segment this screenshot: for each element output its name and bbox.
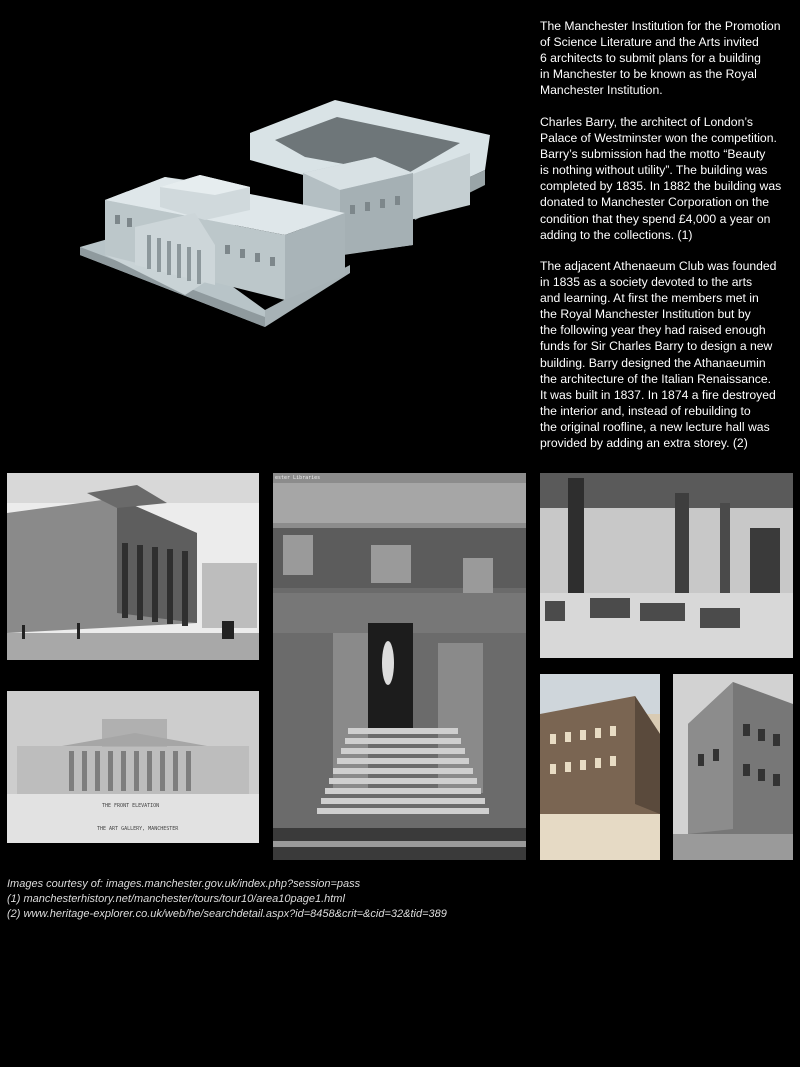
text-line: funds for Sir Charles Barry to design a new	[540, 339, 773, 354]
text-line: The adjacent Athenaeum Club was founded	[540, 259, 777, 273]
credits-line: Images courtesy of: images.manchester.gov.uk/index.php?session=pass	[7, 878, 361, 890]
text-line: the Royal Manchester Institution but by	[540, 307, 751, 322]
athenaeum-photo	[673, 674, 793, 860]
text-line: adding to the collections. (1)	[540, 227, 693, 242]
barry-paragraph	[540, 114, 792, 243]
text-line: is nothing without utility”. The building was	[540, 163, 768, 178]
text-line: the interior and, instead of rebuilding to	[540, 403, 751, 418]
text-line: Palace of Westminster won the competition.	[540, 131, 777, 146]
drawing-caption-top: THE FRONT ELEVATION	[102, 803, 160, 809]
engraving-photo	[7, 473, 259, 660]
text-line: the architecture of the Italian Renaissance.	[540, 371, 772, 386]
staircase-photo	[273, 473, 526, 860]
text-line: of Science Literature and the Arts invited	[540, 35, 759, 50]
image-credits	[7, 877, 447, 922]
dining-hall-photo	[540, 473, 793, 658]
text-line: in Manchester to be known as the Royal	[540, 67, 757, 82]
text-line: provided by adding an extra storey. (2)	[540, 436, 748, 451]
text-line: 6 architects to submit plans for a building	[540, 51, 761, 66]
text-line: the original roofline, a new lecture hall was	[540, 419, 770, 434]
text-line: building. Barry designed the Athanaeumin	[540, 355, 766, 370]
credits-line: (1) manchesterhistory.net/manchester/tours/tour10/area10page1.html	[7, 893, 345, 905]
credits-line: (2) www.heritage-explorer.co.uk/web/he/searchdetail.aspx?id=8458&crit=&cid=32&tid=389	[7, 908, 447, 920]
text-line: donated to Manchester Corporation on the	[540, 195, 770, 210]
photo-caption: ester Libraries	[275, 475, 321, 481]
athenaeum-postcard	[540, 674, 660, 860]
text-line: completed by 1835. In 1882 the building was	[540, 179, 782, 194]
text-line: the following year they had raised enough	[540, 323, 766, 338]
intro-paragraph	[540, 18, 792, 98]
text-line: Barry’s submission had the motto “Beauty	[540, 147, 766, 162]
text-line: in 1835 as a society devoted to the arts	[540, 275, 753, 290]
athenaeum-paragraph	[540, 258, 792, 451]
front-elevation-drawing	[7, 691, 259, 843]
building-3d-model	[75, 95, 500, 330]
text-line: Manchester Institution.	[540, 83, 663, 98]
text-line: The Manchester Institution for the Promotion	[540, 19, 781, 33]
text-line: condition that they spend £4,000 a year on	[540, 211, 771, 226]
text-line: It was built in 1837. In 1874 a fire destroyed	[540, 387, 776, 402]
text-line: Charles Barry, the architect of London’s	[540, 115, 753, 129]
drawing-caption-bottom: THE ART GALLERY, MANCHESTER	[97, 826, 179, 832]
text-line: and learning. At first the members met in	[540, 291, 759, 306]
